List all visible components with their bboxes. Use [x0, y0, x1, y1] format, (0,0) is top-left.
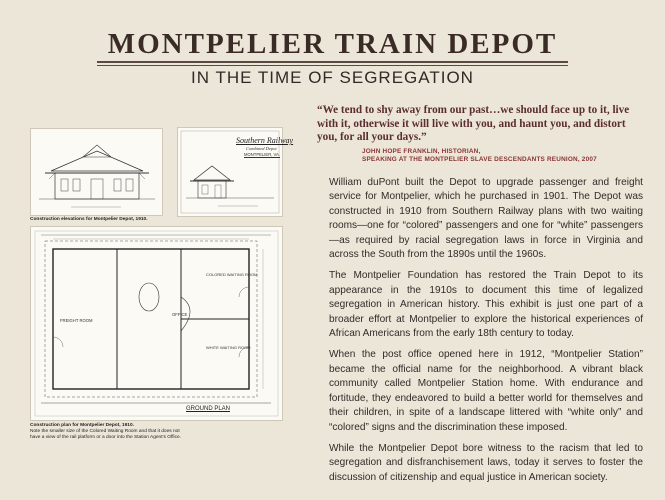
room-label-office: OFFICE: [172, 312, 188, 317]
elevation-front-drawing: [30, 128, 163, 216]
drawing-subtitle: Combined Depot: [246, 146, 277, 151]
attribution-line-2: SPEAKING AT THE MONTPELIER SLAVE DESCENDANTS REUNION, 2007: [362, 156, 597, 163]
drawing-location: MONTPELIER, VA.: [244, 152, 280, 157]
quote-attribution: [362, 148, 652, 164]
plan-caption: Construction plan for Montpelier Depot, 1910. Note the smaller size of the Colored Waiting Room and that it does not have a view of the rail platform or a door into the Station Agent’s Office.: [30, 423, 182, 440]
ground-plan-label: GROUND PLAN: [186, 406, 231, 412]
page-title: MONTPELIER TRAIN DEPOT: [107, 28, 558, 60]
room-label-colored: COLORED WAITING ROOM: [206, 272, 258, 277]
paragraph: The Montpelier Foundation has restored the Train Depot to its appearance in the 1910s to document this time of legalized segregation in American history. This exhibit is just one part of a broader effort at Montpelier to explore the historical experiences of African Americans from the early 18th century to today.: [329, 270, 643, 340]
ground-plan-drawing: [30, 226, 283, 421]
body-text: [329, 176, 643, 492]
room-label-white: WHITE WAITING ROOM: [206, 345, 251, 350]
page-subtitle: IN THE TIME OF SEGREGATION: [191, 68, 474, 87]
title-rule-thin: [97, 65, 568, 66]
elevation-caption: Construction elevations for Montpelier Depot, 1910.: [30, 217, 148, 222]
quote-text: “We tend to shy away from our past…we should face up to it, live with it, otherwise it will live with you, and haunt you, and distort you, for all your days.”: [317, 104, 630, 143]
room-label-freight: FREIGHT ROOM: [60, 318, 93, 323]
drawing-title-script: Southern Railway: [236, 136, 294, 145]
paragraph: While the Montpelier Depot bore witness to the racism that led to segregation and disfranchisement laws, today it serves to foster the discussion of citizenship and equal justice in American society.: [329, 442, 643, 483]
paragraph: William duPont built the Depot to upgrade passenger and freight service for Montpelier, which he purchased in 1901. The Depot was constructed in 1910 from Southern Railway plans with two waiting rooms—one for “colored” passengers and one for “white” passengers—as required by racial segregation laws in force in Virginia and across the South from the 1890s until the 1960s.: [329, 177, 643, 261]
title-rule-thick: [97, 61, 568, 63]
paragraph: When the post office opened here in 1912, “Montpelier Station” became the official name for the neighborhood. A vibrant black community called Montpelier Station home. With endurance and fortitude, they endeavored to build a better world for themselves and their children, in spite of a landscape littered with “white only” and “colored” signs and the discrimination these imposed.: [329, 349, 643, 433]
attribution-line-1: JOHN HOPE FRANKLIN, HISTORIAN,: [362, 148, 481, 155]
